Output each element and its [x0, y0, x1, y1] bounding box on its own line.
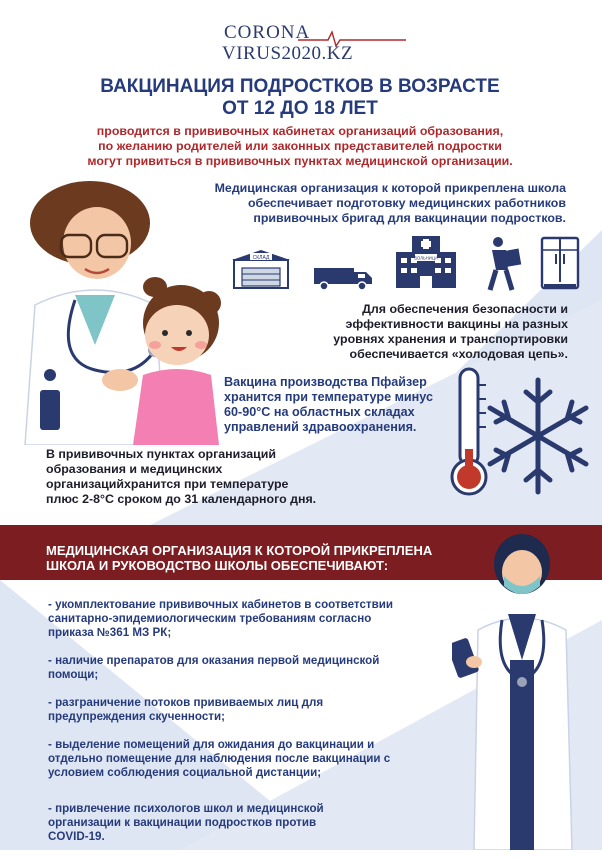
logo-line1: CORONA — [224, 22, 311, 43]
bullet-1-line3: приказа №361 МЗ РК; — [48, 626, 172, 639]
banner-line2: ШКОЛА И РУКОВОДСТВО ШКОЛЫ ОБЕСПЕЧИВАЮТ: — [46, 558, 389, 573]
title-line2: ОТ 12 ДО 18 ЛЕТ — [222, 98, 378, 119]
p3-line2: хранится при температуре минус — [224, 390, 433, 404]
bullet-4-line1: - выделение помещений для ожидания до вакцинации и — [48, 738, 375, 751]
p1-line1: Медицинская организация к которой прикреплена школа — [214, 181, 566, 195]
paragraph-school-storage — [46, 447, 376, 507]
list-item — [48, 654, 438, 682]
paragraph-training — [166, 181, 566, 226]
requirements-list — [48, 598, 438, 858]
p4-line2: образования и медицинских — [46, 462, 223, 476]
subtitle-line1: проводится в прививочных кабинетах организаций образования, — [96, 124, 504, 138]
hospital-icon — [394, 234, 458, 290]
p3-line3: 60-90°С на областных складах — [224, 405, 415, 419]
truck-icon — [312, 264, 376, 292]
p2-line1: Для обеспечения безопасности и — [362, 302, 568, 316]
bullet-1-line1: - укомплектование прививочных кабинетов в соответствии — [48, 598, 393, 611]
fridge-icon — [540, 236, 580, 290]
subtitle — [40, 124, 560, 169]
subtitle-line3: могут привиться в прививочных пунктах медицинской организации. — [87, 154, 513, 168]
snowflake-icon — [478, 376, 598, 496]
page-title — [40, 76, 560, 120]
courier-icon — [484, 236, 524, 292]
paragraph-pfizer-storage — [224, 375, 446, 435]
bullet-2-line1: - наличие препаратов для оказания первой медицинской — [48, 654, 380, 667]
list-item — [48, 598, 438, 640]
nurse-illustration — [452, 530, 592, 850]
p1-line2: обеспечивает подготовку медицинских работников — [247, 196, 566, 210]
p4-line3: организацийхранится при температуре — [46, 477, 289, 491]
paragraph-cold-chain — [258, 302, 568, 362]
bullet-3-line2: предупреждения скученности; — [48, 710, 225, 723]
p2-line2: эффективности вакцины на разных — [345, 317, 568, 331]
title-line1: ВАКЦИНАЦИЯ ПОДРОСТКОВ В ВОЗРАСТЕ — [100, 76, 500, 97]
p1-line3: прививочных бригад для вакцинации подростков. — [253, 211, 566, 225]
p2-line4: обеспечивается «холодовая цепь». — [349, 347, 568, 361]
p4-line1: В прививочных пунктах организаций — [46, 447, 276, 461]
bullet-4-line3: условием соблюдения социальной дистанции; — [48, 766, 322, 779]
hospital-sign: БОЛЬНИЦА — [414, 255, 438, 261]
bullet-5-line3: COVID-19. — [48, 830, 105, 843]
bullet-5-line1: - привлечение психологов школ и медицинской — [48, 802, 324, 815]
bullet-2-line2: помощи; — [48, 668, 99, 681]
bullet-1-line2: санитарно-эпидемиологическим требованиям согласно — [48, 612, 372, 625]
banner-heading — [46, 543, 466, 573]
list-item — [48, 696, 438, 724]
warehouse-sign: СКЛАД — [252, 255, 270, 261]
p3-line1: Вакцина производства Пфайзер — [224, 375, 427, 389]
list-item — [48, 738, 438, 780]
bullet-5-line2: организации к вакцинации подростков против — [48, 816, 317, 829]
banner-line1: МЕДИЦИНСКАЯ ОРГАНИЗАЦИЯ К КОТОРОЙ ПРИКРЕПЛЕНА — [46, 543, 433, 558]
p3-line4: управлений здравоохранения. — [224, 420, 417, 434]
p4-line4: плюс 2-8°С сроком до 31 календарного дня. — [46, 492, 317, 506]
logo-line2: VIRUS2020.KZ — [222, 43, 354, 64]
p2-line3: уровнях хранения и транспортировки — [333, 332, 568, 346]
list-item — [48, 802, 438, 844]
bullet-4-line2: отдельно помещение для наблюдения после вакцинации с — [48, 752, 391, 765]
bullet-3-line1: - разграничение потоков прививаемых лиц для — [48, 696, 324, 709]
warehouse-icon — [228, 248, 294, 290]
subtitle-line2: по желанию родителей или законных представителей подростки — [98, 139, 502, 153]
corona-virus-logo — [222, 22, 392, 70]
